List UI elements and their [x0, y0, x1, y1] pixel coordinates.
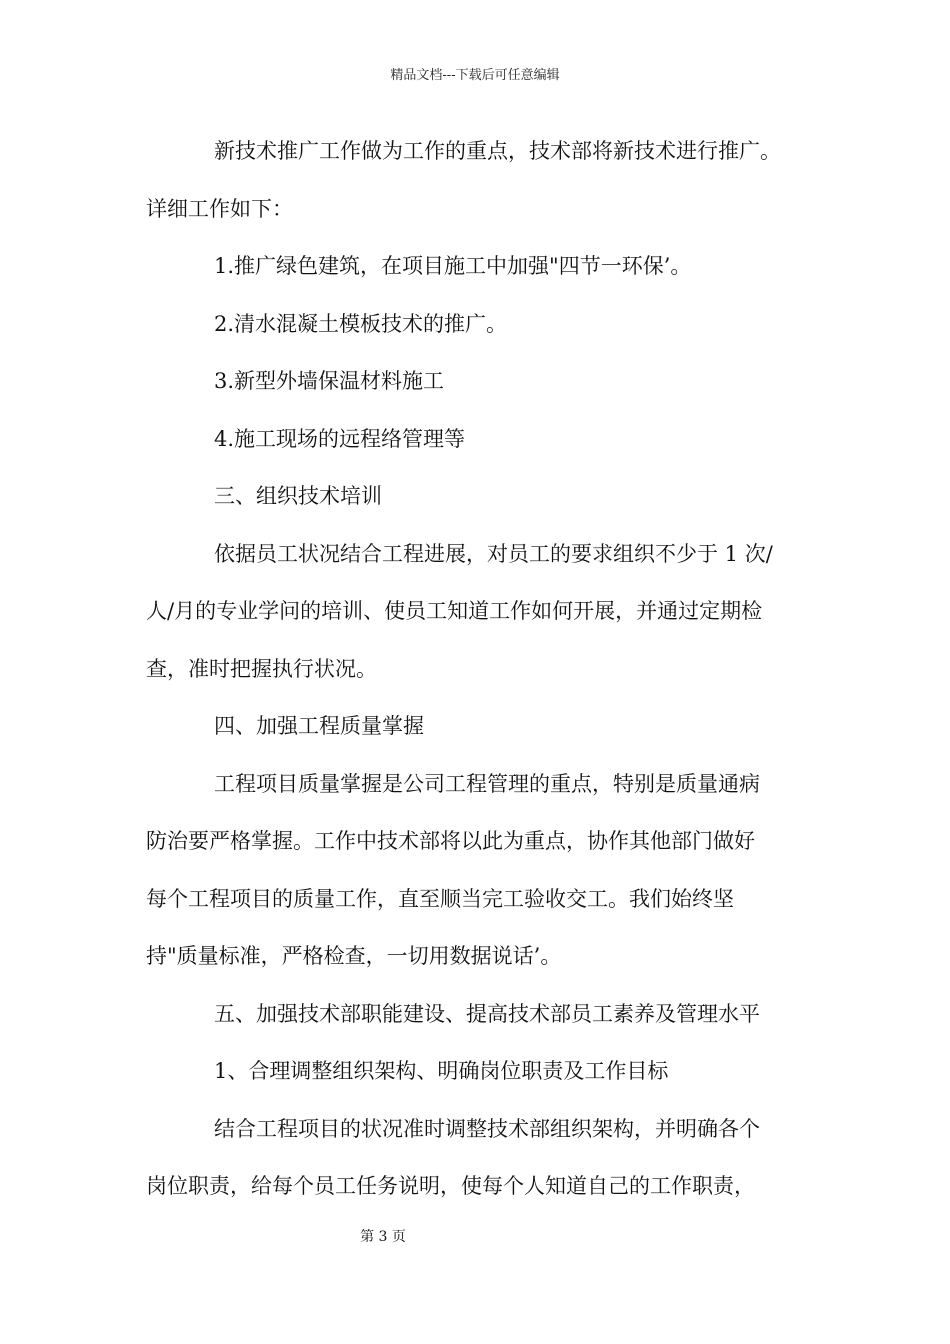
body-line: 依据员工状况结合工程进展，对员工的要求组织不少于 1 次/: [214, 542, 773, 566]
list-item: 1.推广绿色建筑，在项目施工中加强"四节一环保’。: [214, 254, 692, 278]
body-line: 岗位职责，给每个员工任务说明，使每个人知道自己的工作职责，: [146, 1174, 755, 1198]
subsection-heading: 1、合理调整组织架构、明确岗位职责及工作目标: [214, 1059, 669, 1083]
list-item: 3.新型外墙保温材料施工: [214, 369, 445, 393]
body-line: 详细工作如下：: [146, 197, 293, 221]
section-heading: 三、组织技术培训: [214, 484, 382, 508]
body-line: 人/月的专业学问的培训、使员工知道工作如何开展，并通过定期检: [146, 599, 763, 623]
body-line: 每个工程项目的质量工作，直至顺当完工验收交工。我们始终坚: [146, 887, 734, 911]
page-number: 第 3 页: [360, 1229, 406, 1245]
list-item: 4.施工现场的远程络管理等: [214, 427, 466, 451]
body-line: 持"质量标准，严格检查，一切用数据说话’。: [146, 944, 562, 968]
body-line: 新技术推广工作做为工作的重点，技术部将新技术进行推广。: [214, 139, 781, 163]
body-line: 查，准时把握执行状况。: [146, 657, 377, 681]
body-line: 工程项目质量掌握是公司工程管理的重点，特别是质量通病: [214, 772, 760, 796]
body-line: 结合工程项目的状况准时调整技术部组织架构，并明确各个: [214, 1117, 760, 1141]
page-header: 精品文档---下载后可任意编辑: [390, 68, 560, 83]
section-heading: 四、加强工程质量掌握: [214, 714, 424, 738]
section-heading: 五、加强技术部职能建设、提高技术部员工素养及管理水平: [214, 1002, 760, 1026]
body-line: 防治要严格掌握。工作中技术部将以此为重点，协作其他部门做好: [146, 829, 755, 853]
list-item: 2.清水混凝土模板技术的推广。: [214, 312, 508, 336]
